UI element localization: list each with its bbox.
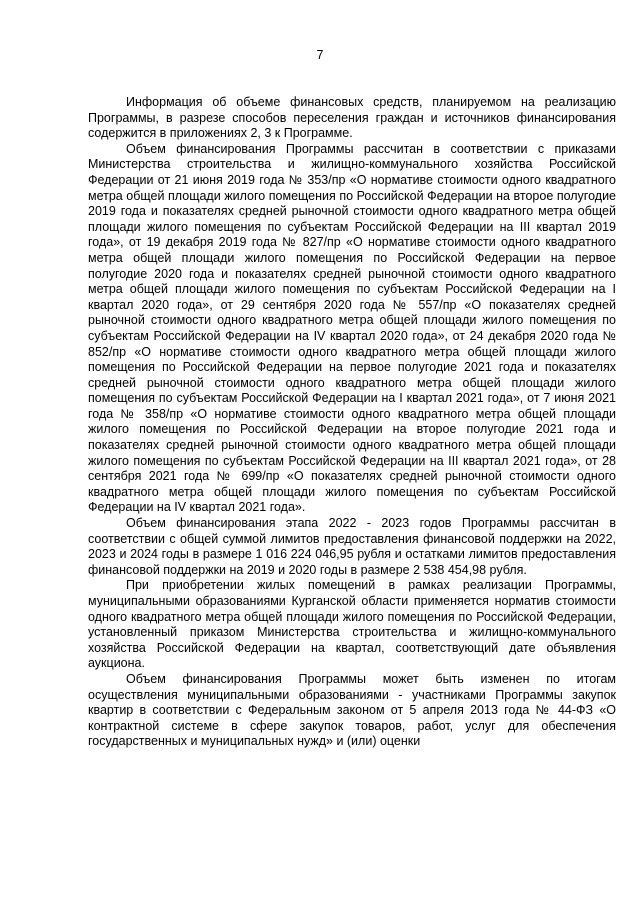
paragraph-financing-info: Информация об объеме финансовых средств, планируемом на реализацию Программы, в разрезе способов переселения граждан и источников финансирования содержится в приложениях 2, 3 к Программе. bbox=[88, 95, 616, 141]
paragraph-housing-acquisition: При приобретении жилых помещений в рамках реализации Программы, муниципальными образованиями Курганской области применяется норматив стоимости одного квадратного метра общей площади жилого помещения по Российской Федерации, установленный приказом Министерства строительства и жилищно-коммунального хозяйства Российской Федерации на квартал, соответствующий дате объявления аукциона. bbox=[88, 578, 616, 671]
document-body bbox=[88, 95, 616, 750]
paragraph-financing-orders: Объем финансирования Программы рассчитан в соответствии с приказами Министерства строительства и жилищно-коммунального хозяйства Российской Федерации от 21 июня 2019 года № 353/пр «О нормативе стоимости одного квадратного метра общей площади жилого помещения по Российской Федерации на второе полугодие 2019 года и показателях средней рыночной стоимости одного квадратного метра общей площади жилого помещения по субъектам Российской Федерации на III квартал 2019 года», от 19 декабря 2019 года № 827/пр «О нормативе стоимости одного квадратного метра общей площади жилого помещения по Российской Федерации на первое полугодие 2020 года и показателях средней рыночной стоимости одного квадратного метра общей площади жилого помещения по субъектам Российской Федерации на I квартал 2020 года», от 29 сентября 2020 года № 557/пр «О показателях средней рыночной стоимости одного квадратного метра общей площади жилого помещения по субъектам Российской Федерации на IV квартал 2020 года», от 24 декабря 2020 года № 852/пр «О нормативе стоимости одного квадратного метра общей площади жилого помещения по Российской Федерации на первое полугодие 2021 года и показателях средней рыночной стоимости одного квадратного метра общей площади жилого помещения по субъектам Российской Федерации на I квартал 2021 года», от 7 июня 2021 года № 358/пр «О нормативе стоимости одного квадратного метра общей площади жилого помещения по Российской Федерации на второе полугодие 2021 года и показателях средней рыночной стоимости одного квадратного метра общей площади жилого помещения по субъектам Российской Федерации на III квартал 2021 года», от 28 сентября 2021 года № 699/пр «О показателях средней рыночной стоимости одного квадратного метра общей площади жилого помещения по субъектам Российской Федерации на IV квартал 2021 года». bbox=[88, 141, 616, 515]
paragraph-financing-changes: Объем финансирования Программы может быть изменен по итогам осуществления муниципальными образованиями - участниками Программы закупок квартир в соответствии с Федеральным законом от 5 апреля 2013 года № 44-ФЗ «О контрактной системе в сфере закупок товаров, работ, услуг для обеспечения государственных и муниципальных нужд» и (или) оценки bbox=[88, 671, 616, 749]
paragraph-stage-2022-2023: Объем финансирования этапа 2022 - 2023 годов Программы рассчитан в соответствии с общей суммой лимитов предоставления финансовой поддержки на 2022, 2023 и 2024 годы в размере 1 016 224 046,95 рубля и остатками лимитов предоставления финансовой поддержки на 2019 и 2020 годы в размере 2 538 454,98 рубля. bbox=[88, 516, 616, 577]
page-number: 7 bbox=[316, 48, 324, 62]
